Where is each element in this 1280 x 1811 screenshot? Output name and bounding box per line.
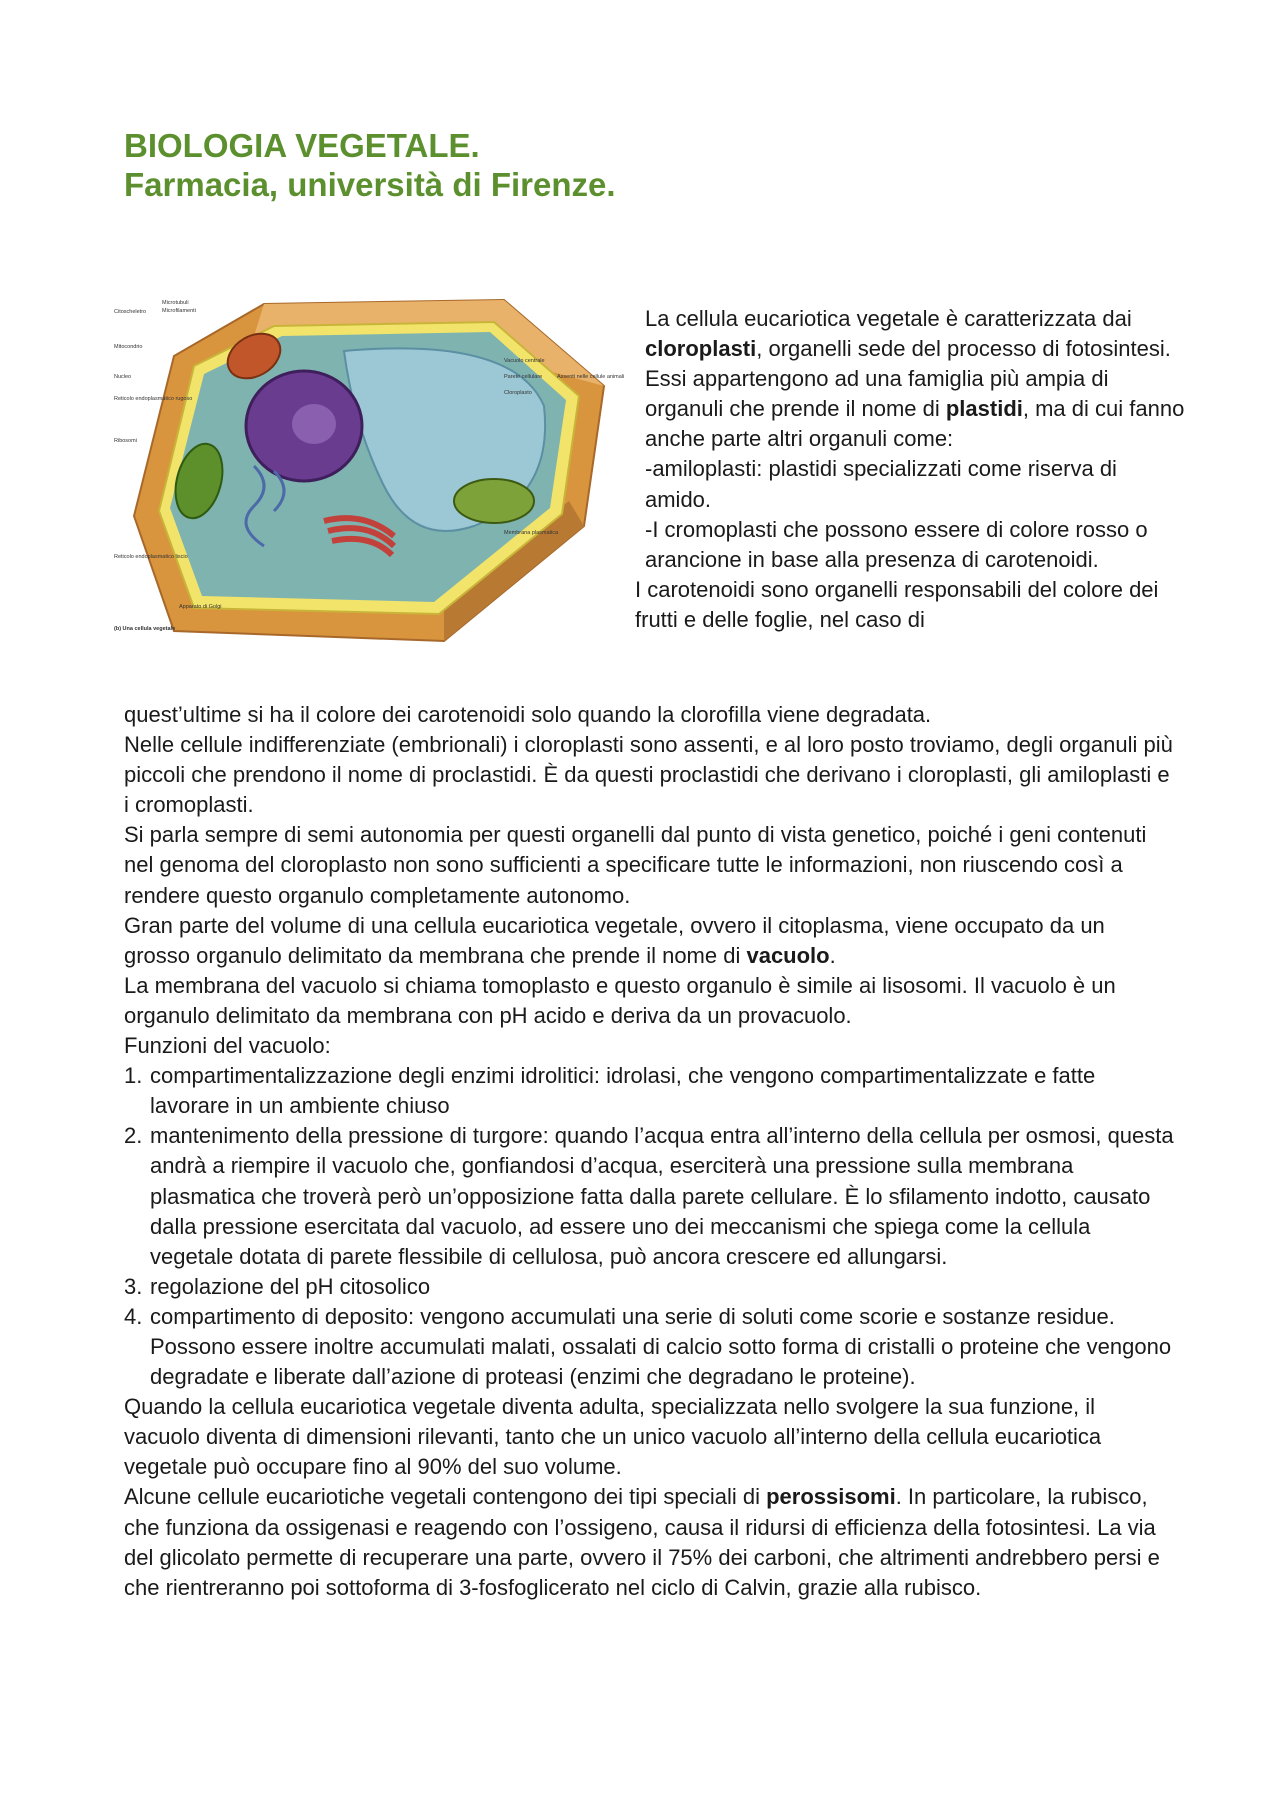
- body-p-vacuole-c: .: [829, 942, 836, 968]
- term-plastidi: plastidi: [945, 396, 1023, 422]
- label-chloroplast: Cloroplasto: [504, 390, 532, 396]
- intro-p2: -amiloplasti: plastidi specializzati come riserva di amido.: [645, 456, 1117, 512]
- list-item-text: compartimentalizzazione degli enzimi idrolitici: idrolasi, che vengono compartimentalizzate e fatte lavorare in un ambiente chiuso: [150, 1063, 1096, 1119]
- body-p-embryo: Nelle cellule indifferenziate (embrionali) i cloroplasti sono assenti, e al loro posto troviamo, degli organuli più piccoli che prendono il nome di proclastidi. È da questi proclastidi che derivano i cloroplasti, gli amiloplasti e i cromoplasti.: [124, 732, 1173, 818]
- label-microfilaments: Microfilamenti: [162, 308, 196, 314]
- figure-caption: (b) Una cellula vegetale: [114, 626, 176, 632]
- title-line-1: BIOLOGIA VEGETALE.: [124, 127, 480, 164]
- list-item-number: 4.: [124, 1303, 143, 1329]
- intro-p4: I carotenoidi sono organelli responsabili del colore dei frutti e delle foglie, nel caso di: [635, 576, 1159, 632]
- body-text: [124, 700, 1174, 1603]
- label-nucleus: Nucleo: [114, 374, 132, 380]
- label-plasma-membrane: Membrana plasmatica: [504, 530, 559, 536]
- page-title: [124, 126, 616, 204]
- label-cytoskeleton: Citoscheletro: [114, 309, 147, 315]
- label-ribosomes: Ribosomi: [114, 438, 137, 444]
- functions-list: [124, 1061, 1174, 1392]
- intro-p1: [645, 304, 1185, 454]
- plant-cell-diagram: [114, 296, 625, 646]
- functions-heading: Funzioni del vacuolo:: [124, 1033, 331, 1059]
- label-smooth-er: Reticolo endoplasmatico liscio: [114, 554, 188, 560]
- label-rough-er: Reticolo endoplasmatico rugoso: [114, 396, 193, 402]
- title-line-2: Farmacia, università di Firenze.: [124, 166, 616, 203]
- list-item-number: 3.: [124, 1273, 143, 1299]
- intro-p1-e: , ma di cui fanno anche parte altri organuli come:: [645, 396, 1185, 452]
- label-absent-animal: Assenti nelle cellule animali: [557, 374, 625, 380]
- body-p-adult: Quando la cellula eucariotica vegetale diventa adulta, specializzata nello svolgere la sua funzione, il vacuolo diventa di dimensioni rilevanti, tanto che un unico vacuolo all’interno della cellula eucariotica vegetale può occupare fino al 90% del suo volume.: [124, 1394, 1102, 1480]
- term-perossisomi: perossisomi: [766, 1484, 896, 1510]
- label-plastid: Parete cellulare: [504, 374, 543, 380]
- label-mitochondrion: Mitocondrio: [114, 344, 143, 350]
- body-p-vacuole-a: Gran parte del volume di una cellula eucariotica vegetale, ovvero il citoplasma, viene occupato da un grosso organulo delimitato da membrana che prende il nome di: [124, 912, 1105, 968]
- list-item: [124, 1302, 1174, 1392]
- intro-p3: -I cromoplasti che possono essere di colore rosso o arancione in base alla presenza di carotenoidi.: [645, 516, 1148, 572]
- body-line-wrap: quest’ultime si ha il colore dei carotenoidi solo quando la clorofilla viene degradata.: [124, 702, 932, 727]
- body-p-autonomy: Si parla sempre di semi autonomia per questi organelli dal punto di vista genetico, poiché i geni contenuti nel genoma del cloroplasto non sono sufficienti a specificare tutte le informazioni, non riuscendo così a rendere questo organulo completamente autonomo.: [124, 822, 1147, 908]
- body-p-perox-c: . In particolare, la rubisco, che funziona da ossigenasi e reagendo con l’ossigeno, causa il ridursi di efficienza della fotosintesi. La via del glicolato permette di recuperare una parte, ovvero il 75% dei carboni, che altrimenti andrebbero persi e che rientreranno poi sottoforma di 3-fosfoglicerato nel ciclo di Calvin, grazie alla rubisco.: [124, 1484, 1160, 1600]
- label-microtubules: Microtubuli: [162, 300, 189, 306]
- list-item-number: 2.: [124, 1123, 143, 1149]
- label-central-vacuole: Vacuolo centrale: [504, 358, 545, 364]
- list-item-text: compartimento di deposito: vengono accumulati una serie di soluti come scorie e sostanze residue. Possono essere inoltre accumulati malati, ossalati di calcio sotto forma di cristalli o proteine che vengono degradate e liberate dall’azione di proteasi (enzimi che degradano le proteine).: [150, 1303, 1172, 1390]
- list-item: [124, 1272, 1174, 1302]
- term-cloroplasti: cloroplasti: [645, 336, 757, 362]
- list-item: [124, 1121, 1174, 1271]
- list-item-text: regolazione del pH citosolico: [150, 1273, 431, 1299]
- term-vacuolo: vacuolo: [746, 942, 830, 968]
- list-item: [124, 1061, 1174, 1121]
- body-p-perox: [124, 1482, 1174, 1602]
- intro-text: [635, 304, 1185, 635]
- body-p-perox-a: Alcune cellule eucariotiche vegetali contengono dei tipi speciali di: [124, 1484, 767, 1510]
- intro-p1-c: , organelli sede del processo di fotosintesi. Essi appartengono ad una famiglia più ampia di organuli che prende il nome di: [645, 336, 1171, 422]
- list-item-text: mantenimento della pressione di turgore: quando l’acqua entra all’interno della cellula per osmosi, questa andrà a riempire il vacuolo che, gonfiandosi d’acqua, eserciterà una pressione sulla membrana plasmatica che troverà però un’opposizione fatta dalla parete cellulare. È lo sfilamento indotto, causato dalla pressione esercitata dal vacuolo, ad essere uno dei meccanismi che spiega come la cellula vegetale dotata di parete flessibile di cellulosa, può ancora crescere ed allungarsi.: [150, 1123, 1174, 1269]
- label-golgi: Apparato di Golgi: [179, 604, 222, 610]
- intro-p1-a: La cellula eucariotica vegetale è caratterizzata dai: [645, 306, 1132, 331]
- list-item-number: 1.: [124, 1063, 143, 1089]
- body-p-vacuole: [124, 911, 1174, 971]
- body-p-tonoplast: La membrana del vacuolo si chiama tomoplasto e questo organulo è simile ai lisosomi. Il vacuolo è un organulo delimitato da membrana con pH acido e deriva da un provacuolo.: [124, 972, 1116, 1028]
